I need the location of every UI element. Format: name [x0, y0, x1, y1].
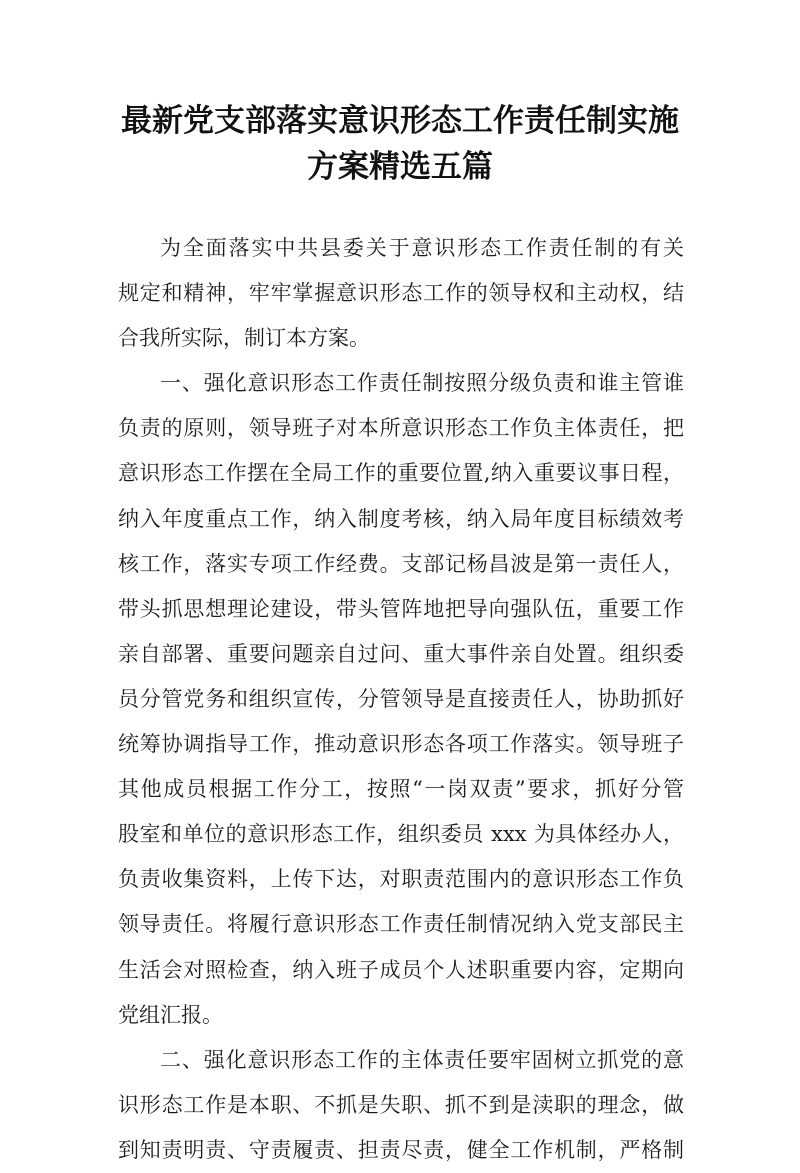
text-line: 领导责任。将履行意识形态工作责任制情况纳入党支部民主: [118, 912, 684, 937]
document-title: [100, 98, 700, 190]
text-line: 一、强化意识形态工作责任制按照分级负责和谁主管谁: [160, 371, 684, 396]
text-line: 负责收集资料，上传下达，对职责范围内的意识形态工作负: [118, 867, 684, 892]
paragraph-section-1: [118, 361, 684, 1037]
text-line: 二、强化意识形态工作的主体责任要牢固树立抓党的意: [160, 1047, 684, 1072]
text-line: 党组汇报。: [118, 1002, 223, 1027]
title-line: 最新党支部落实意识形态工作责任制实施: [121, 103, 679, 139]
text-line: 纳入年度重点工作，纳入制度考核，纳入局年度目标绩效考: [118, 506, 684, 531]
text-line: 到知责明责、守责履责、担责尽责，健全工作机制，严格制: [118, 1137, 684, 1162]
text-line: 带头抓思想理论建设，带头管阵地把导向强队伍，重要工作: [118, 596, 684, 621]
text-line: 合我所实际，制订本方案。: [118, 326, 370, 351]
title-line: 方案精选五篇: [307, 149, 493, 185]
text-line: 生活会对照检查，纳入班子成员个人述职重要内容，定期向: [118, 957, 684, 982]
text-line: 亲自部署、重要问题亲自过问、重大事件亲自处置。组织委: [118, 641, 684, 666]
document-body: [118, 226, 684, 1173]
text-line: 统筹协调指导工作，推动意识形态各项工作落实。领导班子: [118, 732, 684, 757]
text-line: 识形态工作是本职、不抓是失职、抓不到是渎职的理念，做: [118, 1092, 684, 1117]
text-line: 股室和单位的意识形态工作，组织委员 xxx 为具体经办人，: [118, 822, 684, 847]
paragraph-section-2: [118, 1038, 684, 1173]
text-line: 负责的原则，领导班子对本所意识形态工作负主体责任，把: [118, 416, 684, 441]
text-line: 核工作，落实专项工作经费。支部记杨昌波是第一责任人，: [118, 551, 684, 576]
paragraph-intro: [118, 226, 684, 361]
text-line: 规定和精神，牢牢掌握意识形态工作的领导权和主动权，结: [118, 281, 684, 306]
text-line: 其他成员根据工作分工，按照“一岗双责”要求，抓好分管: [118, 777, 684, 802]
text-line: 为全面落实中共县委关于意识形态工作责任制的有关: [160, 236, 684, 260]
text-line: 意识形态工作摆在全局工作的重要位置,纳入重要议事日程，: [118, 461, 684, 486]
text-line: 员分管党务和组织宣传，分管领导是直接责任人，协助抓好: [118, 686, 684, 711]
